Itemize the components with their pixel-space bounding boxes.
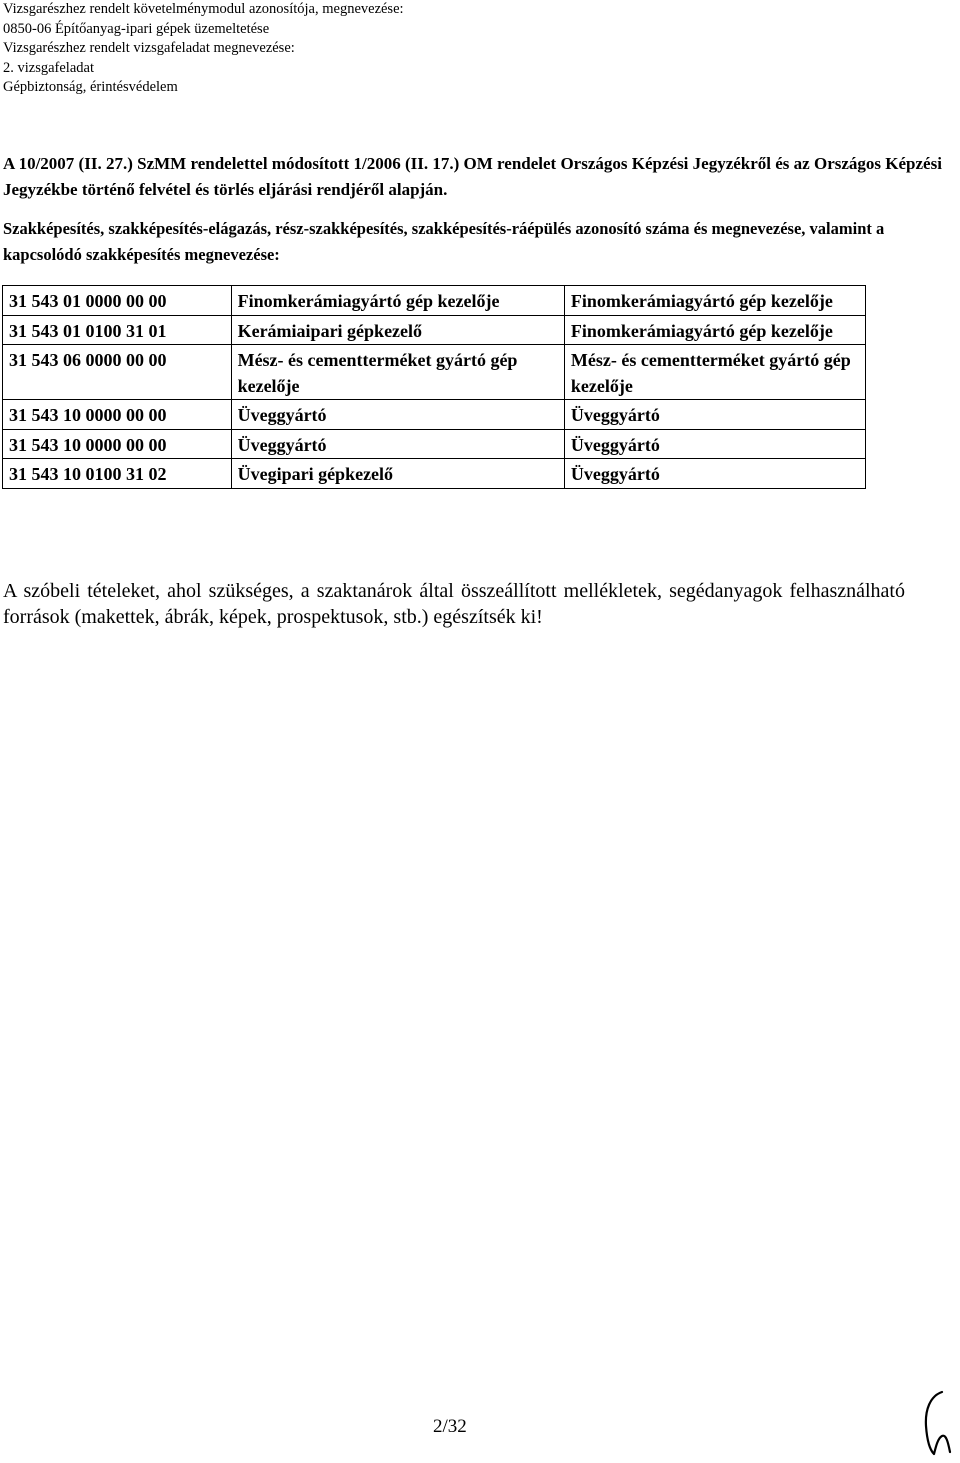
table-row — [3, 345, 866, 400]
signature-mark — [920, 1388, 954, 1458]
qualification-intro: Szakképesítés, szakképesítés-elágazás, rész-szakképesítés, szakképesítés-ráépülés azonosító száma és megnevezése, valamint a kapcsolódó szakképesítés megnevezése: — [3, 219, 885, 264]
qualification-name: Üveggyártó — [231, 400, 564, 430]
table-row — [3, 400, 866, 430]
related-qualification: Mész- és cementterméket gyártó gép kezelője — [564, 345, 865, 400]
table-row — [3, 315, 866, 345]
qualification-name: Kerámiaipari gépkezelő — [231, 315, 564, 345]
qualification-code: 31 543 01 0100 31 01 — [3, 315, 232, 345]
table-row — [3, 429, 866, 459]
decree-paragraph: A 10/2007 (II. 27.) SzMM rendelettel módosított 1/2006 (II. 17.) OM rendelet Országos Képzési Jegyzékről és az Országos Képzési Jegyzékbe történő felvétel és törlés eljárási rendjéről alapján. — [3, 154, 942, 199]
page-number: 2/32 — [433, 1416, 467, 1437]
table-row — [3, 459, 866, 489]
header-line: 2. vizsgafeladat — [3, 59, 94, 76]
related-qualification: Üveggyártó — [564, 400, 865, 430]
qualification-name: Üveggyártó — [231, 429, 564, 459]
qualification-name: Mész- és cementterméket gyártó gép kezelője — [231, 345, 564, 400]
qualification-code: 31 543 10 0000 00 00 — [3, 429, 232, 459]
related-qualification: Üveggyártó — [564, 429, 865, 459]
header-line: Gépbiztonság, érintésvédelem — [3, 79, 178, 95]
header-line: Vizsgarészhez rendelt követelménymodul azonosítója, megnevezése: — [3, 1, 404, 17]
supplementary-note: A szóbeli tételeket, ahol szükséges, a szaktanárok által összeállított mellékletek, segédanyagok felhasználható források (makettek, ábrák, képek, prospektusok, stb.) egészítsék ki! — [3, 580, 905, 628]
qualification-code: 31 543 10 0000 00 00 — [3, 400, 232, 430]
related-qualification: Üveggyártó — [564, 459, 865, 489]
qualification-code: 31 543 10 0100 31 02 — [3, 459, 232, 489]
related-qualification: Finomkerámiagyártó gép kezelője — [564, 315, 865, 345]
qualification-name: Üvegipari gépkezelő — [231, 459, 564, 489]
qualification-name: Finomkerámiagyártó gép kezelője — [231, 286, 564, 316]
header-line: Vizsgarészhez rendelt vizsgafeladat megnevezése: — [3, 40, 295, 56]
qualifications-table — [2, 285, 866, 489]
header-line: 0850-06 Építőanyag-ipari gépek üzemeltetése — [3, 20, 270, 37]
document-header — [3, 0, 404, 98]
table-row — [3, 286, 866, 316]
qualification-code: 31 543 01 0000 00 00 — [3, 286, 232, 316]
related-qualification: Finomkerámiagyártó gép kezelője — [564, 286, 865, 316]
qualification-code: 31 543 06 0000 00 00 — [3, 345, 232, 400]
